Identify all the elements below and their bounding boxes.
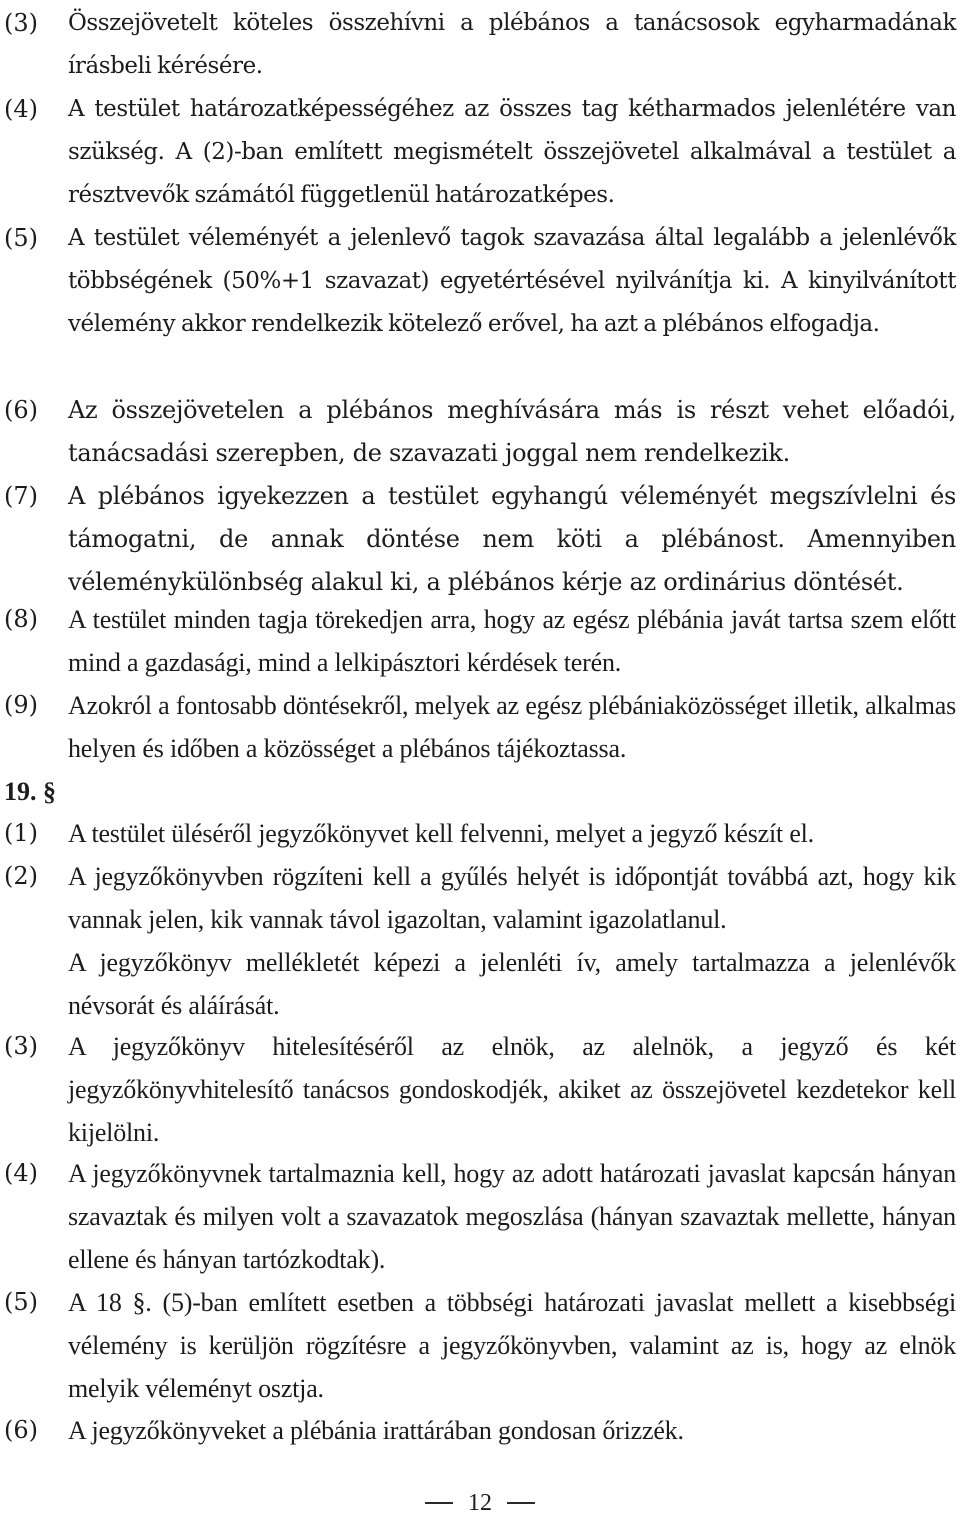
paragraph-text: A jegyzőkönyveket a plébánia irattárában gondosan őrizzék. (68, 1416, 684, 1445)
paragraph-19-2-continued (0, 941, 958, 1027)
paragraph-text: Összejövetelt köteles összehívni a plébános a tanácsosok egyharmadának írásbeli kérésére. (68, 10, 956, 79)
footer-dash-right (507, 1502, 535, 1504)
paragraph-text: A testület minden tagja törekedjen arra, hogy az egész plébánia javát tartsa szem előtt mind a gazdasági, mind a lelkipásztori kérdések terén. (68, 605, 956, 677)
paragraph-number: (1) (4, 819, 38, 847)
paragraph-18-3 (0, 2, 958, 88)
paragraph-19-6 (0, 1409, 958, 1452)
paragraph-19-3 (0, 1025, 958, 1154)
page-number: 12 (468, 1490, 492, 1516)
paragraph-19-2 (0, 855, 958, 941)
paragraph-text: A testület véleményét a jelenlevő tagok szavazása által legalább a jelenlévők többségének (50%+1 szavazat) egyetértésével nyilvánítja ki. A kinyilvánított vélemény akkor rendelkezik kötelező erővel, ha azt a plébános elfogadja. (68, 225, 956, 337)
page-footer (0, 1483, 960, 1523)
paragraph-19-5 (0, 1281, 958, 1410)
section-heading: 19. § (4, 777, 56, 806)
paragraph-19-1 (0, 812, 958, 855)
paragraph-number: (3) (4, 9, 38, 37)
paragraph-text: A jegyzőkönyvnek tartalmaznia kell, hogy az adott határozati javaslat kapcsán hányan szavaztak és milyen volt a szavazatok megoszlása (hányan szavaztak mellette, hányan ellene és hányan tartózkodtak). (68, 1159, 956, 1274)
paragraph-text: A testület határozatképességéhez az összes tag kétharmados jelenlétére van szükség. A (2)-ban említett megismételt összejövetel alkalmával a testület a résztvevők számától függetlenül határozatképes. (68, 96, 956, 208)
paragraph-18-7 (0, 475, 958, 604)
paragraph-text: A jegyzőkönyvben rögzíteni kell a gyűlés helyét is időpontját továbbá azt, hogy kik vannak jelen, kik vannak távol igazoltan, valamint igazolatlanul. (68, 862, 956, 934)
paragraph-number: (9) (4, 691, 38, 719)
paragraph-18-9 (0, 684, 958, 770)
paragraph-text: Azokról a fontosabb döntésekről, melyek az egész plébániaközösséget illetik, alkalmas helyen és időben a közösséget a plébános tájékoztassa. (68, 691, 956, 763)
paragraph-text: A plébános igyekezzen a testület egyhangú véleményét megszívlelni és támogatni, de annak döntése nem köti a plébánost. Amennyiben véleménykülönbség alakul ki, a plébános kérje az ordinárius döntését. (68, 482, 956, 596)
paragraph-18-8 (0, 598, 958, 684)
paragraph-number: (4) (4, 1159, 38, 1187)
paragraph-18-6 (0, 389, 958, 475)
paragraph-text: A testület üléséről jegyzőkönyvet kell felvenni, melyet a jegyző készít el. (68, 819, 814, 848)
paragraph-19-4 (0, 1152, 958, 1281)
paragraph-text: A jegyzőkönyv mellékletét képezi a jelenléti ív, amely tartalmazza a jelenlévők névsorát és aláírását. (68, 948, 956, 1020)
paragraph-number: (6) (4, 1416, 38, 1444)
paragraph-text: A 18 §. (5)-ban említett esetben a többségi határozati javaslat mellett a kisebbségi vélemény is kerüljön rögzítésre a jegyzőkönyvben, valamint az is, hogy az elnök melyik véleményt osztja. (68, 1288, 956, 1403)
paragraph-number: (5) (4, 1288, 38, 1316)
paragraph-text: Az összejövetelen a plébános meghívására más is részt vehet előadói, tanácsadási szerepben, de szavazati joggal nem rendelkezik. (68, 396, 956, 467)
paragraph-18-5 (0, 217, 958, 346)
paragraph-text: A jegyzőkönyv hitelesítéséről az elnök, az alelnök, a jegyző és két jegyzőkönyvhitelesítő tanácsos gondoskodjék, akiket az összejövetel kezdetekor kell kijelölni. (68, 1032, 956, 1147)
paragraph-number: (7) (4, 482, 38, 510)
paragraph-number: (4) (4, 95, 38, 123)
paragraph-number: (3) (4, 1032, 38, 1060)
paragraph-number: (8) (4, 605, 38, 633)
paragraph-18-4 (0, 88, 958, 217)
paragraph-number: (6) (4, 396, 38, 424)
paragraph-number: (5) (4, 224, 38, 252)
paragraph-number: (2) (4, 862, 38, 890)
